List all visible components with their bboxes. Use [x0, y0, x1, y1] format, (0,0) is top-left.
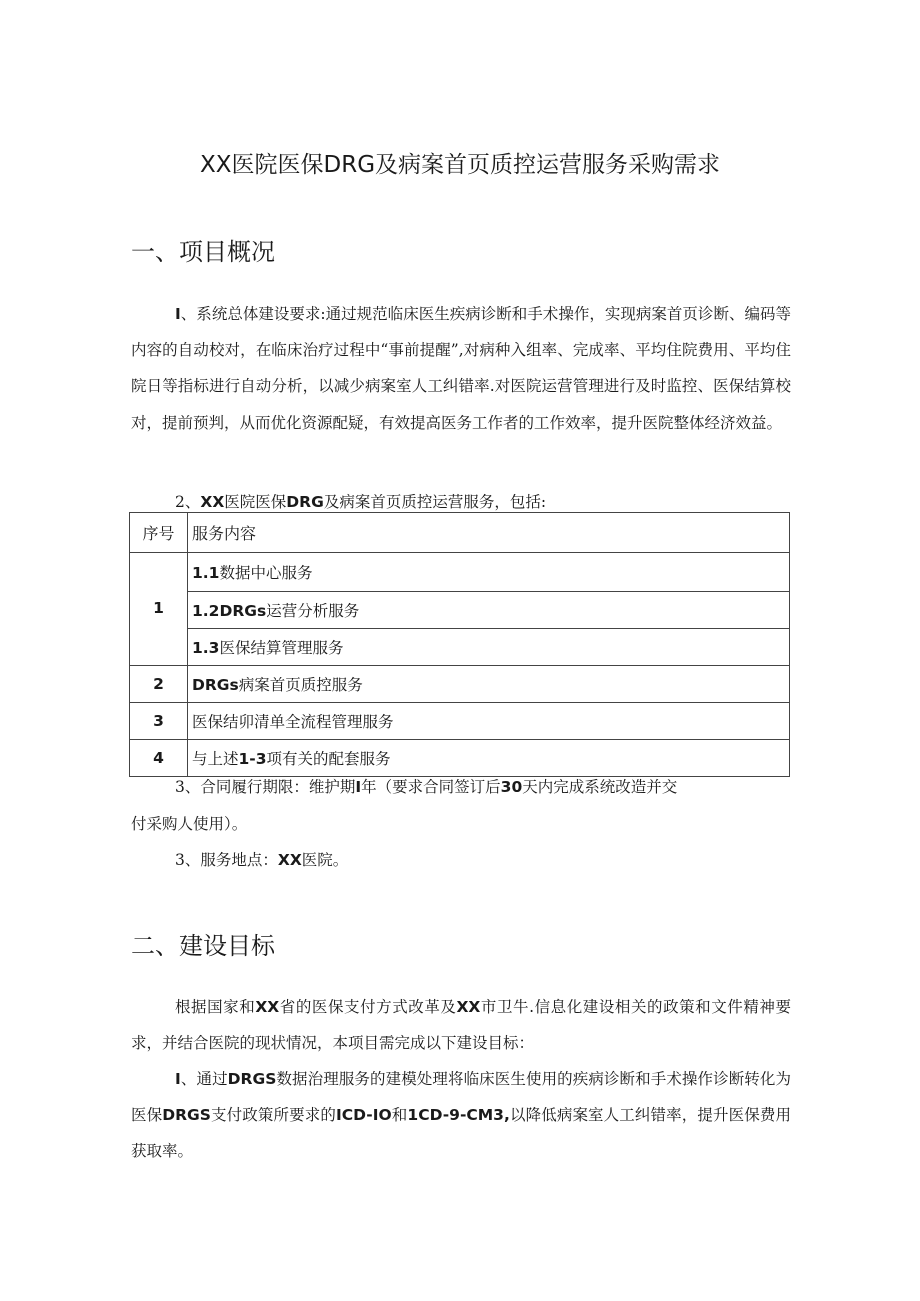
- text-fragment: 3、合同履行期限：维护期: [175, 778, 356, 796]
- hospital-code: XX: [200, 493, 225, 511]
- service-table: [129, 512, 790, 777]
- table-cell: [188, 740, 790, 777]
- section-heading-overview: 一、项目概况: [131, 238, 275, 266]
- item-number: 2、: [175, 493, 201, 511]
- text-fragment: 和: [391, 1106, 408, 1125]
- text-fragment: 医院。: [301, 851, 349, 869]
- icd-code: ICD-IO: [335, 1106, 392, 1125]
- item-text: 项有关的配套服务: [266, 750, 391, 768]
- item-text: 医保结卯清单全流程管理服务: [192, 713, 394, 731]
- period-number: I: [355, 778, 362, 796]
- paragraph-goals-intro: [131, 989, 791, 1061]
- city-code: XX: [456, 998, 481, 1016]
- item-text: 运营分析服务: [266, 602, 360, 620]
- paragraph-contract-period-cont: 付采购人使用）。: [131, 815, 248, 833]
- table-row: [130, 703, 790, 740]
- item-text: 医保结算管理服务: [219, 639, 344, 657]
- table-row: [130, 592, 790, 629]
- text-fragment: 医院医保: [224, 493, 287, 511]
- row-number: 4: [130, 740, 188, 777]
- table-cell: [188, 703, 790, 740]
- drg-code: DRG: [286, 493, 324, 511]
- icd-code: 1CD-9-CM3,: [407, 1106, 510, 1125]
- days-number: 30: [500, 778, 523, 796]
- header-seq: 序号: [130, 513, 188, 553]
- table-row: [130, 553, 790, 592]
- text-fragment: 省的医保支付方式改革及: [279, 998, 457, 1016]
- item-number: I: [175, 1070, 181, 1088]
- paragraph-service-intro: [175, 490, 546, 514]
- text-fragment: 天内完成系统改造并交: [522, 778, 678, 796]
- text-fragment: 数据治理服务的建模处理将临床医生使用的疾病诊断和手术操作诊断转化为医保: [131, 1070, 791, 1125]
- text-fragment: 市卫牛.信息化建设相关的政策和文件精神要求，并结合医院的现状情况，本项目需完成以下建设目标：: [131, 998, 791, 1053]
- hospital-code: XX: [277, 851, 302, 869]
- text-fragment: 以降低病案室人工纠错率，提升医保费用获取率。: [131, 1106, 791, 1161]
- item-code: 1.2DRGs: [192, 602, 267, 620]
- paragraph-service-location: [175, 848, 348, 872]
- paragraph-system-requirements: [131, 296, 791, 441]
- table-cell: [188, 553, 790, 592]
- paragraph-text: 、系统总体建设要求:通过规范临床医生疾病诊断和手术操作，实现病案首页诊断、编码等内容的自动校对，在临床治疗过程中“事前提醒”,对病种入组率、完成率、平均住院费用、平均住院日等指标进行自动分析，以减少病案室人工纠错率.对医院运营管理进行及时监控、医保结算校对，提前预判，从而优化资源配疑，有效提高医务工作者的工作效率，提升医院整体经济效益。: [131, 305, 791, 432]
- table-row: [130, 740, 790, 777]
- table-row: [130, 629, 790, 666]
- header-content: 服务内容: [188, 513, 790, 553]
- drgs-code: DRGS: [162, 1106, 211, 1125]
- text-fragment: 年（要求合同签订后: [361, 778, 501, 796]
- table-cell: [188, 592, 790, 629]
- row-number: 2: [130, 666, 188, 703]
- row-number: 1: [130, 553, 188, 666]
- item-code: 1.3: [192, 639, 220, 657]
- table-cell: [188, 666, 790, 703]
- section-heading-goals: 二、建设目标: [131, 932, 275, 960]
- province-code: XX: [255, 998, 280, 1016]
- row-number: 3: [130, 703, 188, 740]
- item-text: 病案首页质控服务: [238, 676, 363, 694]
- table-header-row: [130, 513, 790, 553]
- text-fragment: 、通过: [180, 1070, 228, 1088]
- page-title: XX医院医保DRG及病案首页质控运营服务采购需求: [199, 152, 721, 178]
- item-code: DRGs: [192, 676, 239, 694]
- item-code: 1.1: [192, 564, 220, 582]
- item-number: I: [175, 305, 181, 323]
- text-fragment: 3、服务地点：: [175, 851, 278, 869]
- text-fragment: 及病案首页质控运营服务，包括:: [323, 493, 547, 511]
- text-fragment: 支付政策所要求的: [210, 1106, 336, 1125]
- item-code: 1-3: [238, 750, 267, 768]
- paragraph-goal-1: [131, 1061, 791, 1170]
- item-text: 与上述: [192, 750, 239, 768]
- table-cell: [188, 629, 790, 666]
- item-text: 数据中心服务: [219, 564, 313, 582]
- table-row: [130, 666, 790, 703]
- drgs-code: DRGS: [227, 1070, 277, 1088]
- text-fragment: 根据国家和: [175, 998, 256, 1016]
- paragraph-contract-period: [175, 775, 677, 799]
